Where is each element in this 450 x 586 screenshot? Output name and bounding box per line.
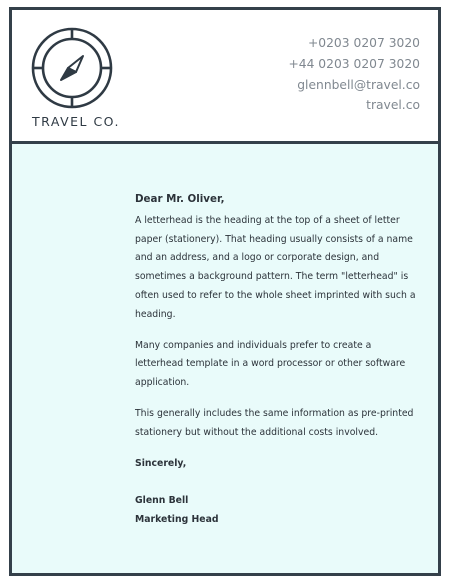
letterhead-page bbox=[9, 7, 441, 576]
website: travel.co bbox=[366, 98, 420, 113]
letter-paragraph: A letterhead is the heading at the top of a sheet of letter paper (stationery). That heading usually consists of a name and an address, and a logo or corporate design, and sometimes a background pattern. The term "letterhead" is often used to refer to the whole sheet imprinted with such a heading. bbox=[135, 214, 416, 320]
phone-secondary: +44 0203 0207 3020 bbox=[288, 56, 420, 71]
phone-primary: +0203 0207 3020 bbox=[307, 36, 420, 50]
closing: Sincerely, bbox=[135, 457, 187, 469]
signature-block bbox=[135, 492, 420, 530]
letter-body bbox=[135, 190, 420, 530]
signer-title: Marketing Head bbox=[135, 514, 219, 526]
letter-paragraph: Many companies and individuals prefer to create a letterhead template in a word processor or other software application. bbox=[135, 339, 406, 389]
signer-name: Glenn Bell bbox=[135, 495, 189, 507]
compass-icon bbox=[30, 26, 114, 110]
email-address: glennbell@travel.co bbox=[297, 77, 420, 92]
brand-name: TRAVEL CO. bbox=[32, 114, 120, 129]
contact-block bbox=[288, 33, 420, 116]
salutation: Dear Mr. Oliver, bbox=[135, 193, 225, 205]
letterhead-header bbox=[12, 10, 438, 144]
letter-paragraph: This generally includes the same information as pre-printed stationery but without the additional costs involved. bbox=[135, 407, 414, 438]
